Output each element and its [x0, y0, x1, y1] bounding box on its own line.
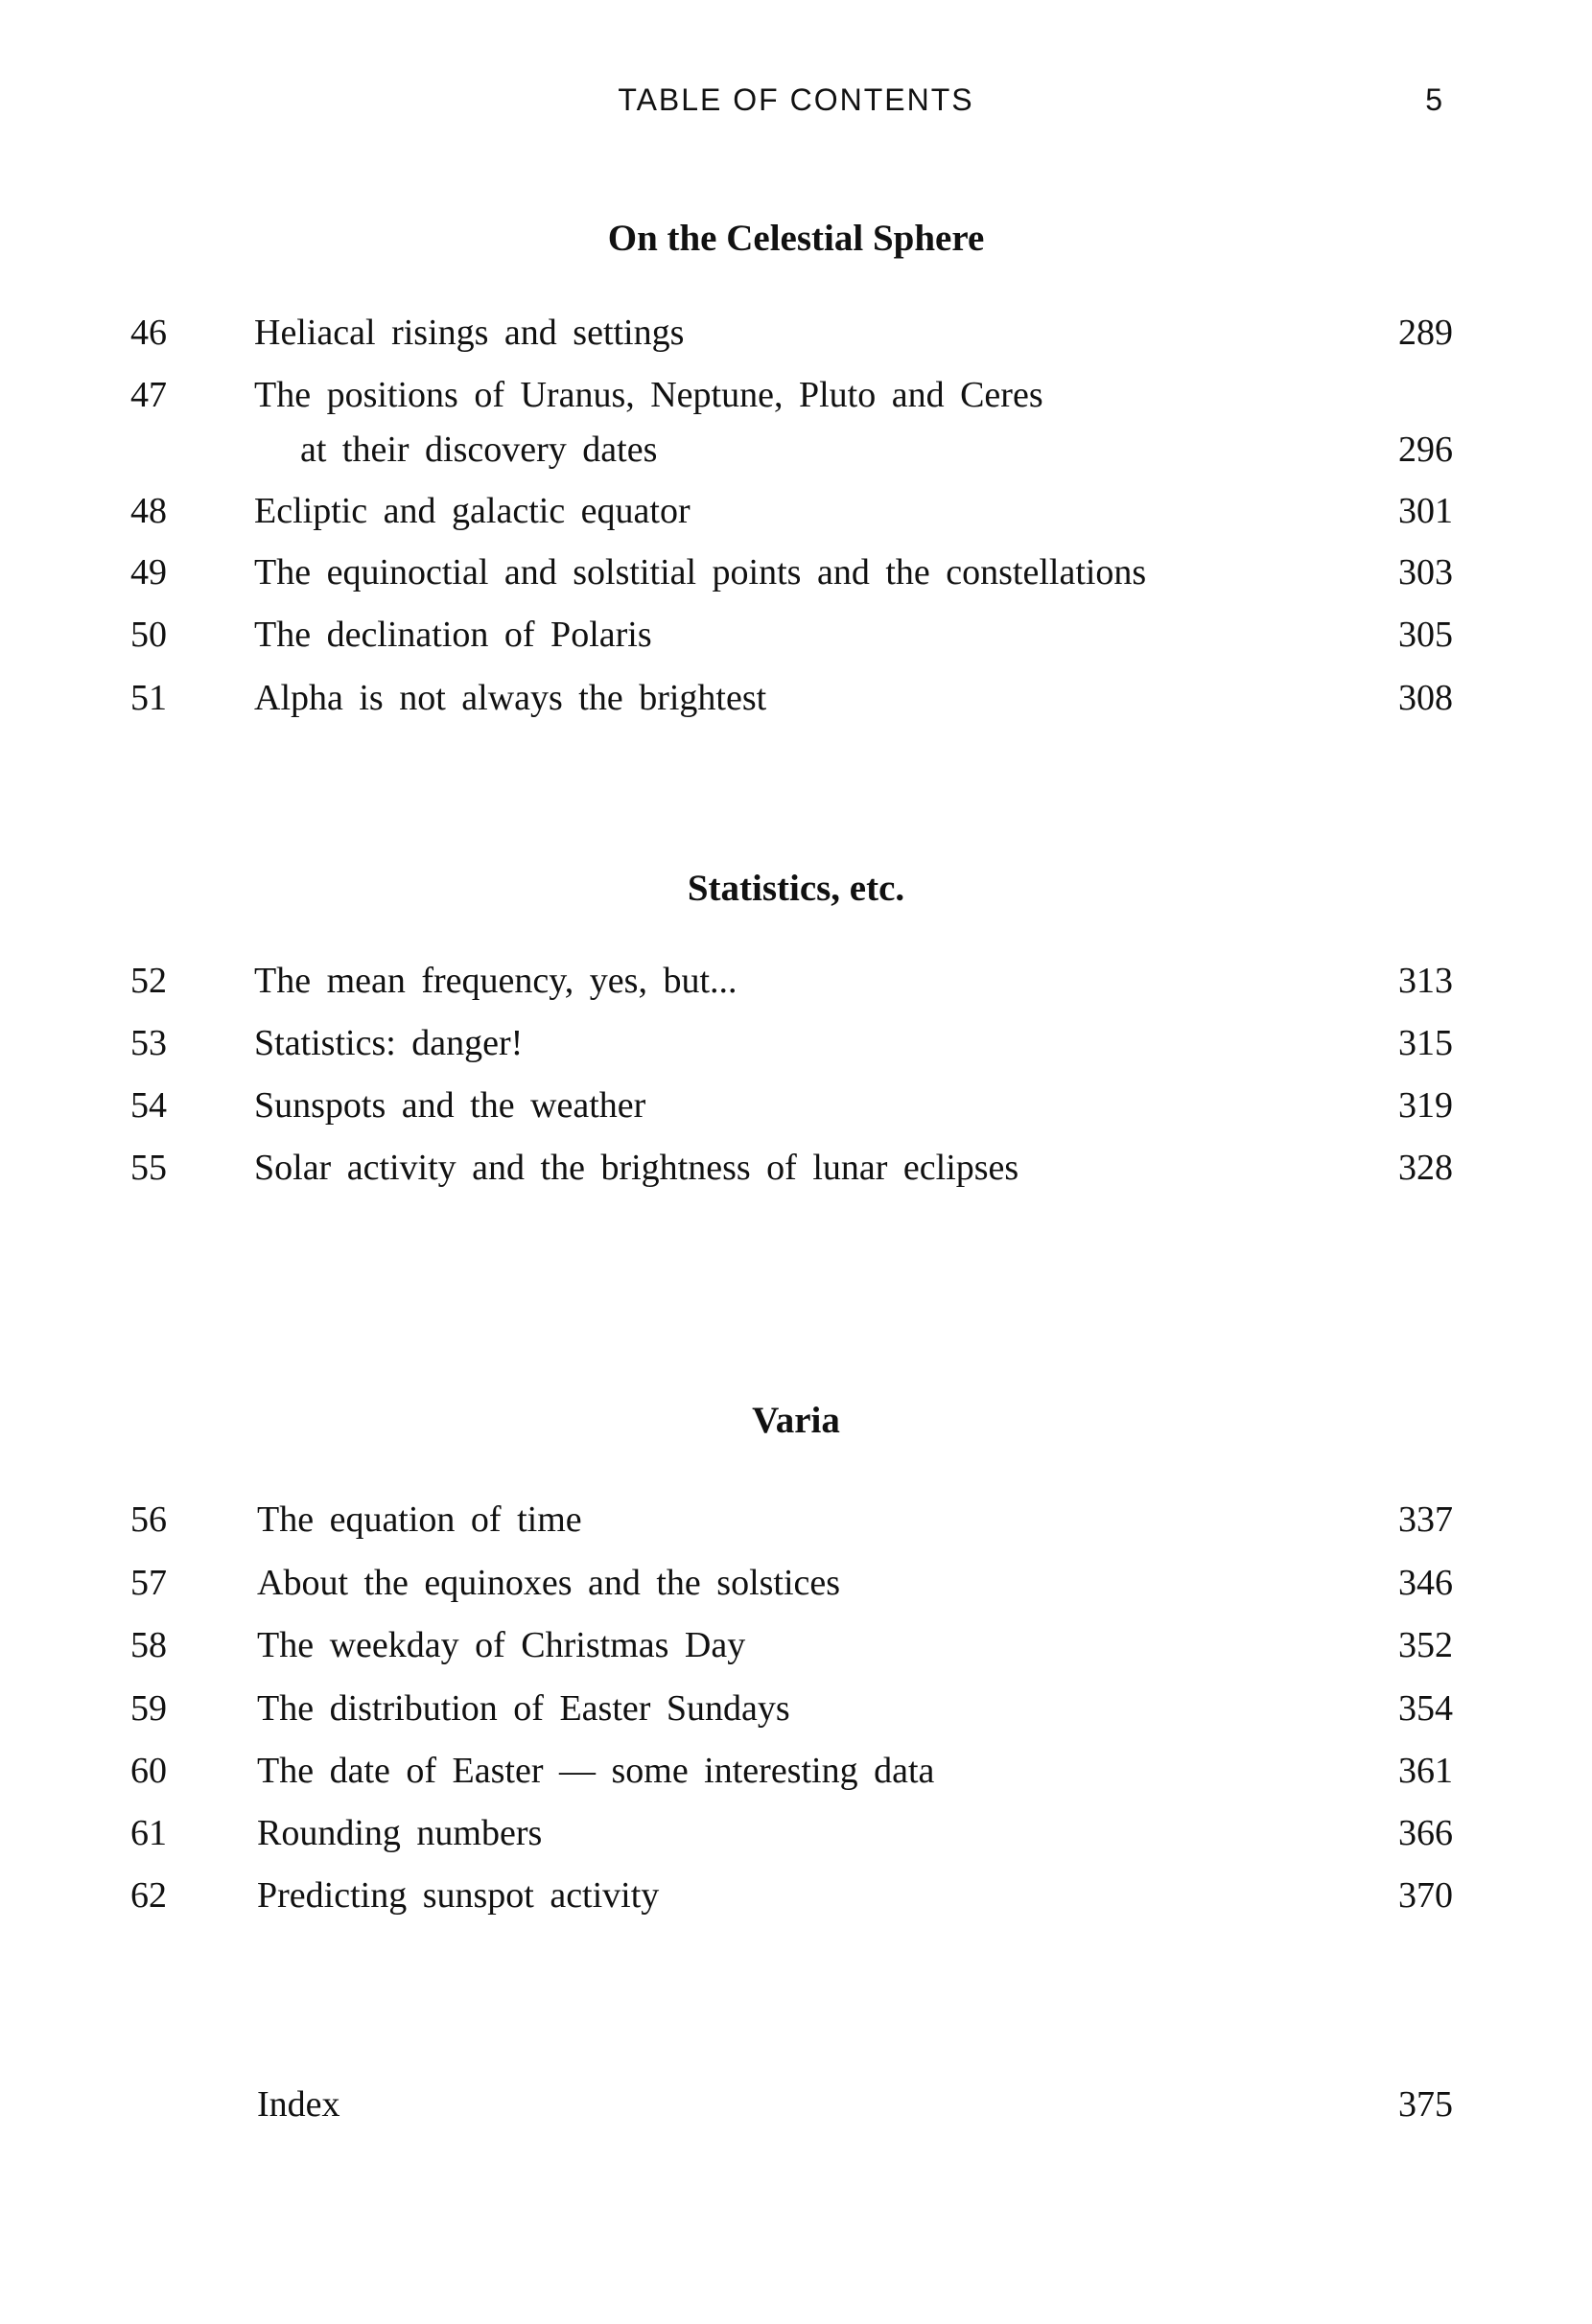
- section-title-statistics: Statistics, etc.: [687, 868, 905, 909]
- entry-title: The date of Easter — some interesting data: [257, 1751, 946, 1791]
- chapter-number: 61: [130, 1813, 167, 1853]
- entry-page: 352: [1398, 1625, 1453, 1665]
- chapter-number: 52: [130, 961, 167, 1001]
- entry-page: 308: [1398, 678, 1453, 718]
- chapter-number: 49: [130, 552, 167, 593]
- index-page: 375: [1398, 2084, 1453, 2125]
- entry-title: The positions of Uranus, Neptune, Pluto and Ceres: [254, 375, 1055, 415]
- entry-title: The declination of Polaris: [254, 615, 664, 655]
- entry-page: 319: [1398, 1085, 1453, 1126]
- entry-page: 354: [1398, 1688, 1453, 1729]
- entry-page: 366: [1398, 1813, 1453, 1853]
- entry-title: The equation of time: [257, 1499, 594, 1540]
- entry-title-continuation: at their discovery dates: [300, 430, 668, 470]
- entry-title: Rounding numbers: [257, 1813, 553, 1853]
- entry-page: 303: [1398, 552, 1453, 593]
- entry-page: 346: [1398, 1563, 1453, 1603]
- entry-title: The equinoctial and solstitial points and the constellations: [254, 552, 1158, 593]
- chapter-number: 59: [130, 1688, 167, 1729]
- chapter-number: 47: [130, 375, 167, 415]
- index-title: Index: [257, 2084, 352, 2125]
- entry-title: About the equinoxes and the solstices: [257, 1563, 852, 1603]
- entry-title: Alpha is not always the brightest: [254, 678, 778, 718]
- entry-title: The weekday of Christmas Day: [257, 1625, 757, 1665]
- entry-title: The distribution of Easter Sundays: [257, 1688, 802, 1729]
- chapter-number: 55: [130, 1148, 167, 1188]
- entry-title: Predicting sunspot activity: [257, 1875, 670, 1916]
- chapter-number: 46: [130, 313, 167, 353]
- running-title: TABLE OF CONTENTS: [618, 82, 974, 117]
- running-head: [0, 79, 1592, 127]
- entry-title: Solar activity and the brightness of lunar eclipses: [254, 1148, 1030, 1188]
- entry-title: Heliacal risings and settings: [254, 313, 695, 353]
- entry-title: Statistics: danger!: [254, 1023, 534, 1063]
- chapter-number: 58: [130, 1625, 167, 1665]
- section-title-varia: Varia: [752, 1400, 840, 1441]
- page-number: 5: [1425, 82, 1442, 117]
- entry-page: 315: [1398, 1023, 1453, 1063]
- chapter-number: 53: [130, 1023, 167, 1063]
- entry-page: 313: [1398, 961, 1453, 1001]
- chapter-number: 62: [130, 1875, 167, 1916]
- entry-page: 301: [1398, 491, 1453, 531]
- entry-page: 361: [1398, 1751, 1453, 1791]
- entry-title: Ecliptic and galactic equator: [254, 491, 702, 531]
- entry-page: 328: [1398, 1148, 1453, 1188]
- chapter-number: 57: [130, 1563, 167, 1603]
- entry-page: 370: [1398, 1875, 1453, 1916]
- chapter-number: 60: [130, 1751, 167, 1791]
- entry-page: 305: [1398, 615, 1453, 655]
- chapter-number: 51: [130, 678, 167, 718]
- entry-page: 289: [1398, 313, 1453, 353]
- chapter-number: 56: [130, 1499, 167, 1540]
- chapter-number: 50: [130, 615, 167, 655]
- chapter-number: 54: [130, 1085, 167, 1126]
- chapter-number: 48: [130, 491, 167, 531]
- entry-page: 337: [1398, 1499, 1453, 1540]
- entry-page: 296: [1398, 430, 1453, 470]
- entry-title: The mean frequency, yes, but...: [254, 961, 749, 1001]
- section-title-celestial-sphere: On the Celestial Sphere: [607, 218, 985, 259]
- entry-title: Sunspots and the weather: [254, 1085, 657, 1126]
